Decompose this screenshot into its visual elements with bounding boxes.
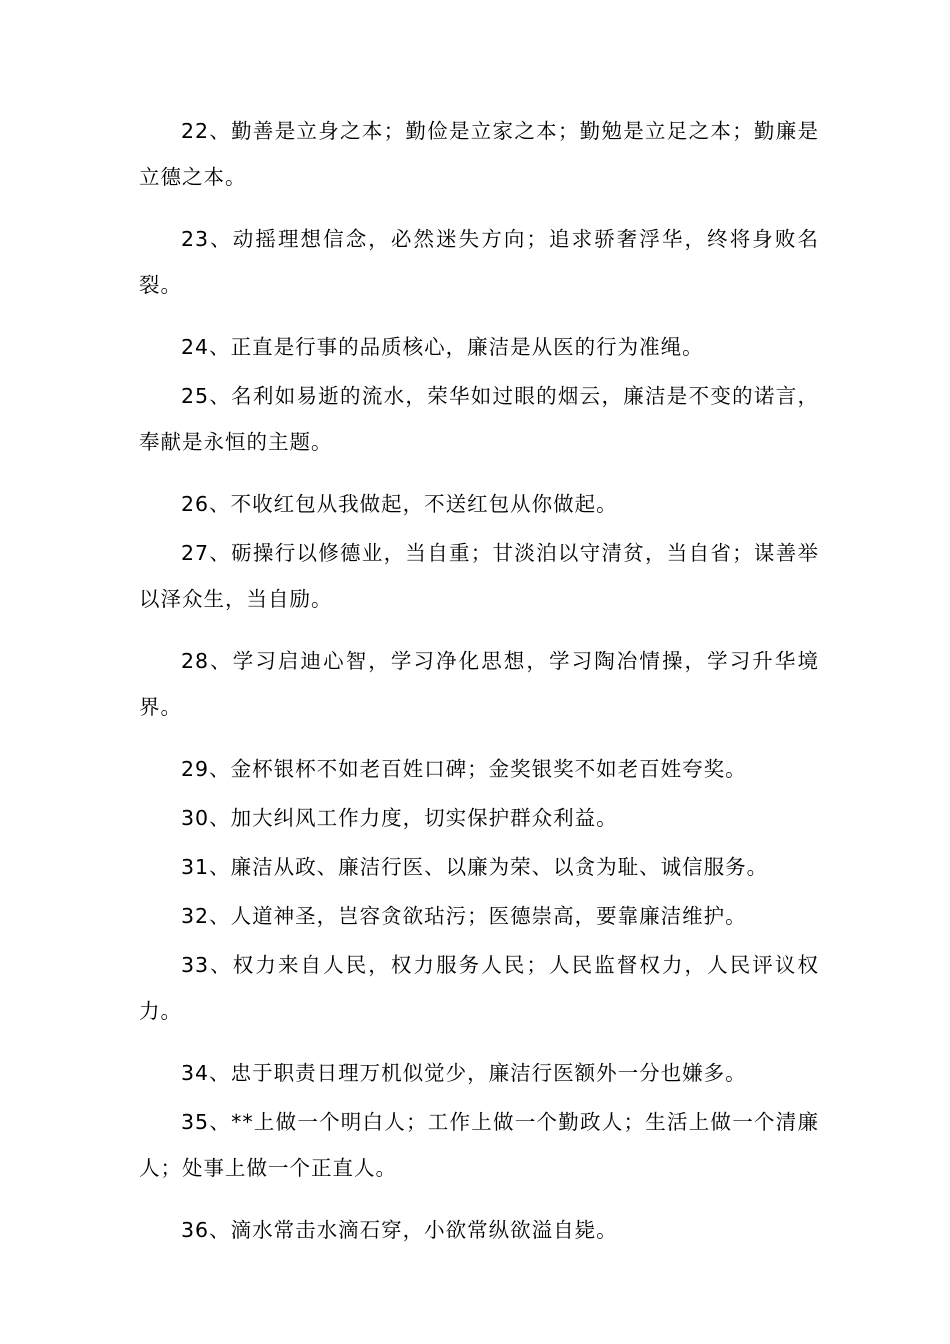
slogan-item-27: 27、砺操行以修德业，当自重；甘淡泊以守清贫，当自省；谋善举以泽众生，当自励。: [139, 541, 819, 611]
slogan-list: [139, 108, 819, 1256]
slogan-item-35: 35、**上做一个明白人；工作上做一个勤政人；生活上做一个清廉人；处事上做一个正直人。: [139, 1110, 819, 1180]
slogan-item-36: 36、滴水常击水滴石穿，小欲常纵欲溢自毙。: [181, 1218, 618, 1242]
slogan-item-31: 31、廉洁从政、廉洁行医、以廉为荣、以贪为耻、诚信服务。: [181, 855, 769, 879]
slogan-item-23: 23、动摇理想信念，必然迷失方向；追求骄奢浮华，终将身败名裂。: [139, 227, 819, 297]
slogan-item-26: 26、不收红包从我做起，不送红包从你做起。: [181, 492, 618, 516]
slogan-item-32: 32、人道神圣，岂容贪欲玷污；医德崇高，要靠廉洁维护。: [181, 904, 747, 928]
slogan-item-22: 22、勤善是立身之本；勤俭是立家之本；勤勉是立足之本；勤廉是立德之本。: [139, 119, 819, 189]
slogan-item-33: 33、权力来自人民，权力服务人民；人民监督权力，人民评议权力。: [139, 953, 819, 1023]
slogan-item-28: 28、学习启迪心智，学习净化思想，学习陶冶情操，学习升华境界。: [139, 649, 819, 719]
slogan-item-24: 24、正直是行事的品质核心，廉洁是从医的行为准绳。: [181, 335, 704, 359]
slogan-item-30: 30、加大纠风工作力度，切实保护群众利益。: [181, 806, 618, 830]
slogan-item-25: 25、名利如易逝的流水，荣华如过眼的烟云，廉洁是不变的诺言，奉献是永恒的主题。: [139, 384, 819, 454]
slogan-item-34: 34、忠于职责日理万机似觉少，廉洁行医额外一分也嫌多。: [181, 1061, 747, 1085]
slogan-item-29: 29、金杯银杯不如老百姓口碑；金奖银奖不如老百姓夸奖。: [181, 757, 747, 781]
